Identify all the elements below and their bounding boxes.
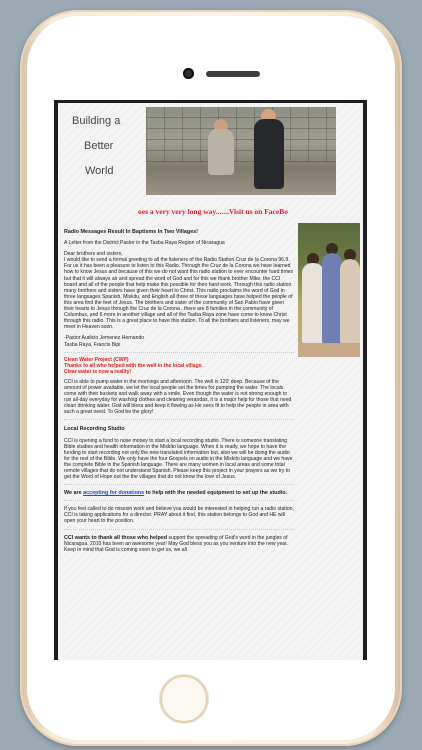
facebook-tagline[interactable]: oes a very very long way.......Visit us on FaceBo [138,207,288,216]
web-page[interactable] [58,103,363,660]
header-banner [58,105,363,197]
radio-intro: A Letter from the District Pastor in the Tasba Raya Region of Nicaragua [64,240,225,247]
front-camera [183,68,194,79]
studio-title: Local Recording Studio [64,426,125,433]
earpiece-speaker [206,71,260,77]
water-body: CCI is able to pump water in the mornings and afternoon. The well is 120' deep. Because of the amount of power available, we let the local people set the times for pumping the water. The locals come with their buckets and walk away with a smile. Even though the water is not strong enough to run all-day everyday for washing clothes and cleaning verandas, it is a major help for those that need clean drinking water. God will bless and keep it flowing as He sees fit to help the people in area with such a great need. To God be the glory! [64,378,292,416]
banner-photo [146,107,336,195]
radio-title: Radio Messages Result In Baptisms In Two Villages! [64,229,199,235]
banner-word-3: World [85,165,114,177]
children-photo [298,223,360,357]
app-screen [54,100,367,660]
radio-greeting: Dear brothers and sisters, [64,251,123,258]
home-button[interactable] [160,675,208,723]
radio-section [64,229,294,553]
director-body: If you feel called to do mission work and believe you would be interested in helping run a radio station, CCI is taking applications for a director. PRAY about it first, this station belongs to God and HE will open your heart to the position. [64,506,294,525]
water-title: Clean Water Project (CWP) [64,356,129,363]
radio-body: I would like to send a formal greeting to all the listeners of the Radio Station Cruz de la Corona 96.9. For us it has been a pleasure to listen to this Radio. Through the Cruz de la Corona we have learned how to know Jesus and because of this we do not want this radio station to ever encounter hard times but that it will always air and spread the word of God and for this we thank brother Mike, the CCI board and all of the people that help make this possible for their hard work. Through this radio station many brothers and sisters have given their heart to Christ. This radio proclaims the word of God in three languages Spanish, Miskitu, and English all three of these languages have helped the people of this area find the feet of Jesus. The brothers and sister of the community of San Pablo have given their hearts to Jesus through the Cruz de la Corona , there are 8 families in the community of Columbus, and 6 more in another village and all of the Tasba Raya zone have come to know Christ through this radio. This is a great place to have this station. To all the brothers and listeners, may we meet in Heaven soon. [64,257,294,331]
banner-word-2: Better [84,140,114,152]
donations-text: We are accepting for donations to help with the needed equipment to set up the studio. [64,490,288,497]
radio-signature-2: Tasba Raya, Francis Bipi [64,341,121,348]
banner-word-1: Building a [72,115,121,127]
thanks-text: CCI wants to thank all those who helped support the spreading of God's word in the jungles of Nicaragua. 2010 has been an awesome year! May God bless you as you venture into the new year. Keep in mind that God is coming soon to get us, we all [64,534,288,553]
water-thanks: Thanks to all who helped with the well in the local village. [64,362,203,369]
radio-signature-1: -Pastor Audicio Jemenez Hernando [64,335,145,342]
donations-link[interactable]: accepting for donations [83,490,145,497]
water-reality: Clear water is now a reality! [64,368,132,375]
studio-body: CCI is opening a fund to raise money to start a local recording studio. There is someone translating Bible studies and health information in the Miskito language. When it is ready, we hope to have the funding to start recording not only the new translated information but, also we will be doing the audio for the rest of the Bible. We only have the four Gospels on audio in the Miskito language and we have the complete Bible in the Spanish language. There are many women in local areas and some total remote villages that do not understand Spanish. Please keep this project in your prayers as we try to get the Word of Hope out the the villages that do not know the love of Jesus. [64,437,293,481]
